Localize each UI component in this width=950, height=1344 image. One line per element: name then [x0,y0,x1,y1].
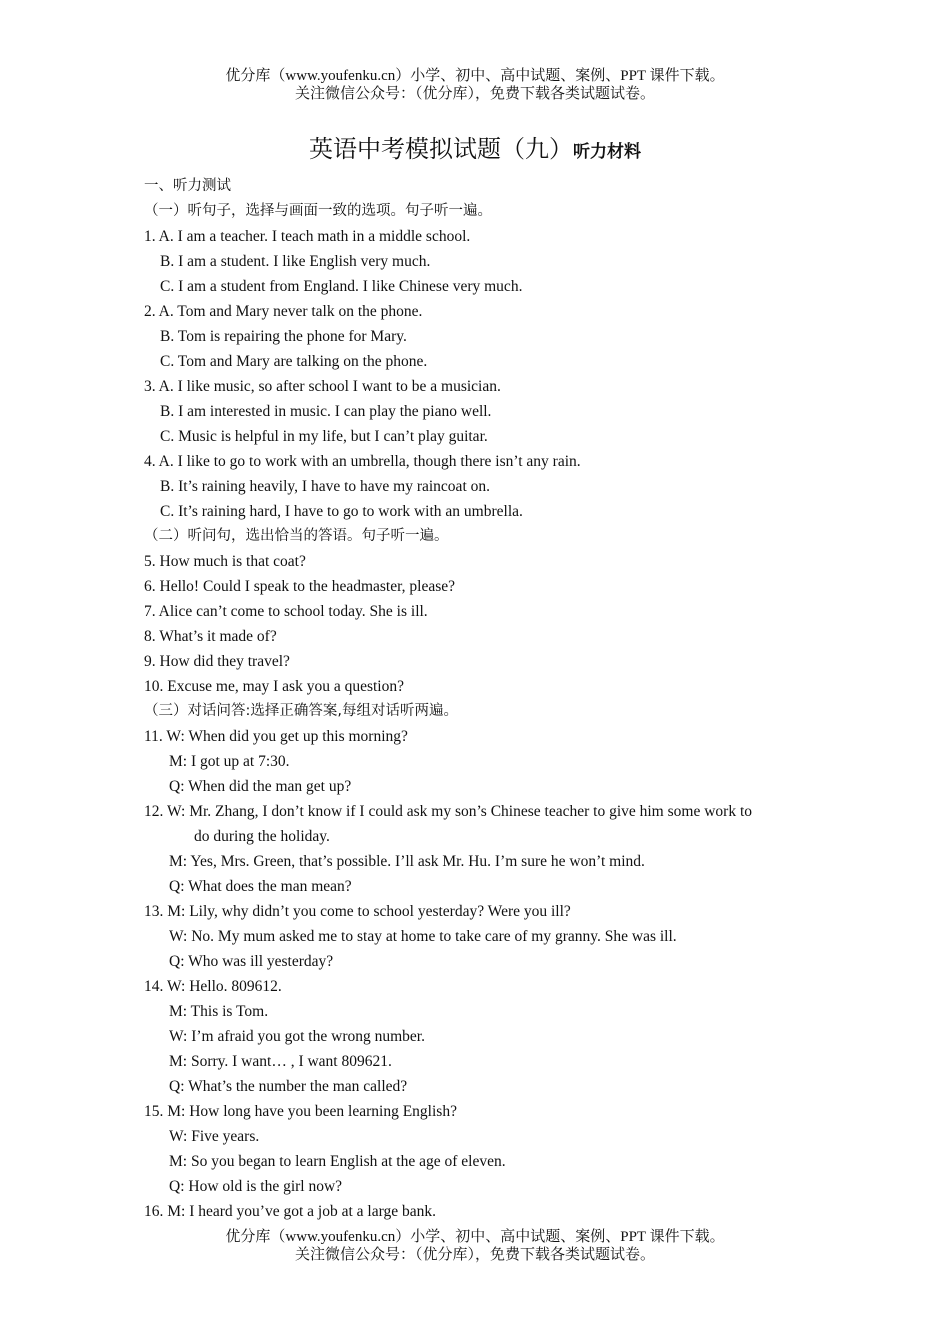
text-line: Q: What’s the number the man called? [169,1078,408,1095]
header-line-1: 优分库（www.youfenku.cn）小学、初中、高中试题、案例、PPT 课件下载。 [225,68,725,84]
footer-line-1: 优分库（www.youfenku.cn）小学、初中、高中试题、案例、PPT 课件下载。 [225,1229,725,1245]
text-line: B. It’s raining heavily, I have to have my raincoat on. [160,478,490,495]
text-line: B. Tom is repairing the phone for Mary. [160,328,407,345]
text-line: B. I am interested in music. I can play the piano well. [160,403,492,420]
section-heading-3: （三）对话问答:选择正确答案,每组对话听两遍。 [144,703,458,719]
text-line: 11. W: When did you get up this morning? [144,728,408,745]
part-heading: 一、听力测试 [144,178,231,194]
text-line: 2. A. Tom and Mary never talk on the phone. [144,303,423,320]
text-line: C. It’s raining hard, I have to go to work with an umbrella. [160,503,523,520]
text-line: 4. A. I like to go to work with an umbrella, though there isn’t any rain. [144,453,581,470]
text-line: Q: Who was ill yesterday? [169,953,334,970]
title-sub: 听力材料 [573,142,641,162]
text-line: B. I am a student. I like English very much. [160,253,431,270]
page-footer [0,1228,950,1264]
text-line: Q: When did the man get up? [169,778,352,795]
text-line: 14. W: Hello. 809612. [144,978,282,995]
document-title [0,133,950,168]
text-line: 12. W: Mr. Zhang, I don’t know if I could ask my son’s Chinese teacher to give him some work to [144,803,752,820]
text-line: W: I’m afraid you got the wrong number. [169,1028,425,1045]
text-line: do during the holiday. [194,828,330,845]
text-line: 7. Alice can’t come to school today. She is ill. [144,603,428,620]
text-line: W: Five years. [169,1128,260,1145]
text-line: 3. A. I like music, so after school I want to be a musician. [144,378,501,395]
document-body [144,174,824,1224]
header-line-2: 关注微信公众号：（优分库），免费下载各类试题试卷。 [294,86,655,102]
title-main: 英语中考模拟试题（九） [309,135,573,163]
text-line: Q: What does the man mean? [169,878,352,895]
footer-line-2: 关注微信公众号：（优分库），免费下载各类试题试卷。 [294,1247,655,1263]
text-line: 13. M: Lily, why didn’t you come to school yesterday? Were you ill? [144,903,571,920]
text-line: 10. Excuse me, may I ask you a question? [144,678,404,695]
text-line: M: Sorry. I want… , I want 809621. [169,1053,392,1070]
text-line: 8. What’s it made of? [144,628,277,645]
page-header [0,67,950,103]
text-line: C. I am a student from England. I like Chinese very much. [160,278,523,295]
text-line: M: So you began to learn English at the age of eleven. [169,1153,506,1170]
text-line: C. Tom and Mary are talking on the phone. [160,353,428,370]
text-line: Q: How old is the girl now? [169,1178,343,1195]
text-line: M: This is Tom. [169,1003,269,1020]
text-line: 1. A. I am a teacher. I teach math in a middle school. [144,228,471,245]
text-line: 16. M: I heard you’ve got a job at a large bank. [144,1203,436,1220]
text-line: C. Music is helpful in my life, but I can’t play guitar. [160,428,488,445]
text-line: M: Yes, Mrs. Green, that’s possible. I’ll ask Mr. Hu. I’m sure he won’t mind. [169,853,645,870]
section-heading-2: （二）听问句，选出恰当的答语。句子听一遍。 [144,528,449,544]
text-line: 9. How did they travel? [144,653,290,670]
text-line: M: I got up at 7:30. [169,753,290,770]
text-line: 6. Hello! Could I speak to the headmaster, please? [144,578,455,595]
text-line: W: No. My mum asked me to stay at home to take care of my granny. She was ill. [169,928,677,945]
text-line: 5. How much is that coat? [144,553,306,570]
section-heading-1: （一）听句子，选择与画面一致的选项。句子听一遍。 [144,203,492,219]
text-line: 15. M: How long have you been learning English? [144,1103,457,1120]
